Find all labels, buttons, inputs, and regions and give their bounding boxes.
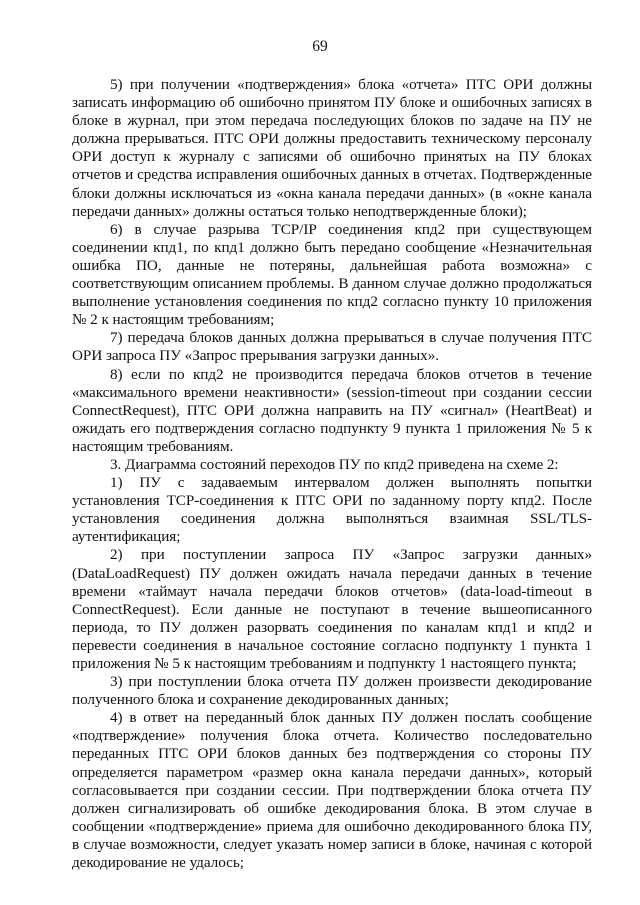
paragraph-item-8: 8) если по кпд2 не производится передача блоков отчетов в течение «максимального времени неактивности» (session-timeout при создании сессии ConnectRequest), ПТС ОРИ должна направить на ПУ «сигнал» (HeartBeat) и ожидать его подтверждения согласно подпункту 9 пункта 1 приложения № 5 к настоящим требованиям.: [72, 365, 592, 455]
section-3-heading: 3. Диаграмма состояний переходов ПУ по кпд2 приведена на схеме 2:: [110, 455, 559, 473]
page-number: 69: [312, 38, 328, 55]
paragraph-item-6: 6) в случае разрыва TCP/IP соединения кпд2 при существующем соединении кпд1, по кпд1 должно быть передано сообщение «Незначительная ошибка ПО, данные не потеряны, дальнейшая работа возможна» с соответствующим описанием проблемы. В данном случае должно продолжаться выполнение установления соединения по кпд2 согласно пункту 10 приложения № 2 к настоящим требованиям;: [72, 220, 592, 329]
paragraph-subitem-4: 4) в ответ на переданный блок данных ПУ должен послать сообщение «подтверждение» получения блока отчета. Количество последовательно переданных ПТС ОРИ блоков данных без подтверждения со стороны ПУ определяется параметром «размер окна канала передачи данных», который согласовывается при создании сессии. При подтверждении блока отчета ПУ должен сигнализировать об ошибке декодирования блока. В этом случае в сообщении «подтверждение» приема для ошибочно декодированного блока ПУ, в случае возможности, следует указать номер записи в блоке, начиная с которой декодирование не удалось;: [72, 709, 592, 872]
paragraph-item-7: 7) передача блоков данных должна прерываться в случае получения ПТС ОРИ запроса ПУ «Запрос прерывания загрузки данных».: [72, 329, 592, 365]
paragraph-subitem-3: 3) при поступлении блока отчета ПУ должен произвести декодирование полученного блока и сохранение декодированных данных;: [72, 673, 592, 709]
paragraph-subitem-1: 1) ПУ с задаваемым интервалом должен выполнять попытки установления TCP-соединения к ПТС ОРИ по заданному порту кпд2. После установления соединения должна выполняться взаимная SSL/TLS-аутентификация;: [72, 474, 592, 546]
paragraph-item-5: 5) при получении «подтверждения» блока «отчета» ПТС ОРИ должны записать информацию об ошибочно принятом ПУ блоке и ошибочных записях в блоке в журнал, при этом передача последующих блоков по задаче на ПУ не должна прерываться. ПТС ОРИ должны предоставить техническому персоналу ОРИ доступ к журналу с записями об ошибочно принятых на ПУ блоках отчетов и средства исправления ошибочных данных в отчетах. Подтвержденные блоки должны исключаться из «окна канала передачи данных» (в «окне канала передачи данных» должны остаться только неподтвержденные блоки);: [72, 76, 592, 220]
page-body: [72, 76, 592, 872]
paragraph-subitem-2: 2) при поступлении запроса ПУ «Запрос загрузки данных» (DataLoadRequest) ПУ должен ожидать начала передачи данных в течение времени «таймаут начала передачи блоков отчетов» (data-load-timeout в ConnectRequest). Если данные не поступают в течение вышеописанного периода, то ПУ должен разорвать соединения по каналам кпд1 и кпд2 и перевести соединения в начальное состояние согласно подпункту 1 пункта 1 приложения № 5 к настоящим требованиям и подпункту 1 настоящего пункта;: [72, 546, 592, 672]
